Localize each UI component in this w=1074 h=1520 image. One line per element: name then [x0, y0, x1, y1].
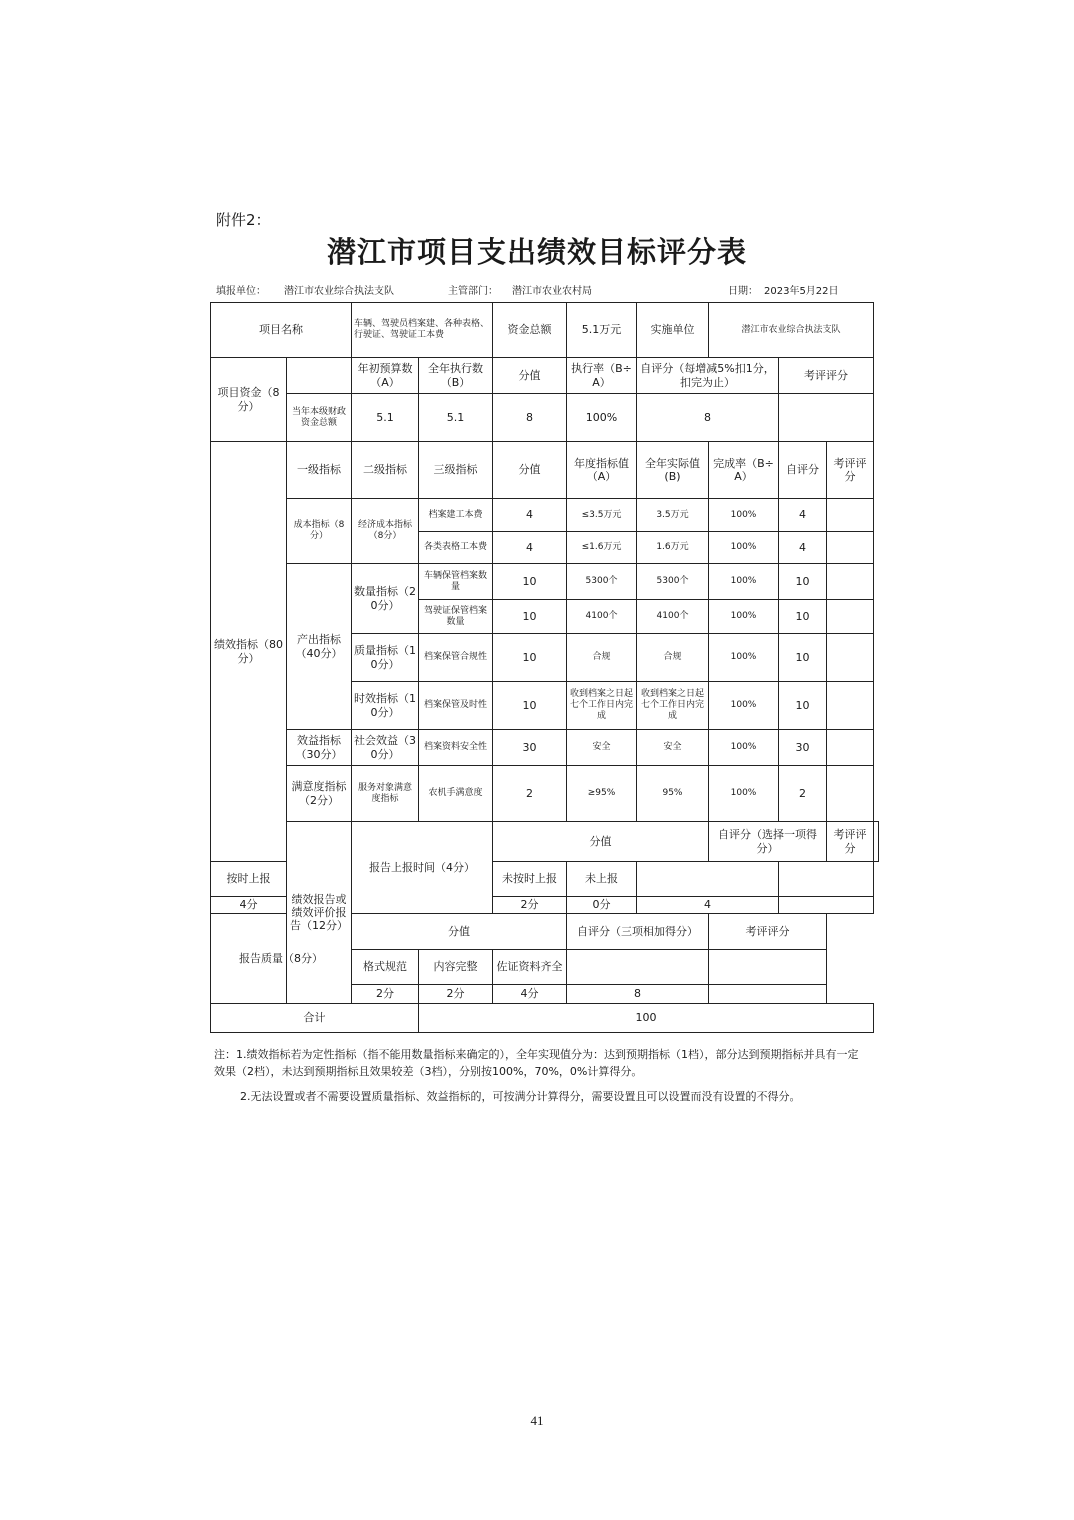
fill-unit: 潜江市农业综合执法支队	[284, 286, 394, 297]
funds-rate: 100%	[567, 394, 637, 442]
perf-target: 收到档案之日起七个工作日内完成	[567, 682, 637, 730]
funds-value-row	[211, 394, 879, 442]
report-content-value: 2分	[419, 985, 493, 1004]
perf-eval	[827, 499, 874, 532]
form-meta	[216, 282, 876, 296]
perf-l2-header: 二级指标	[352, 442, 419, 499]
perf-actual: 1.6万元	[637, 532, 709, 564]
report-quality-self-blank	[567, 950, 709, 985]
perf-eval-header: 考评评分	[827, 442, 874, 499]
perf-target: 合规	[567, 634, 637, 682]
report-time-blank	[874, 822, 879, 862]
perf-rate: 100%	[709, 682, 779, 730]
dept-label: 主管部门：	[448, 286, 498, 297]
perf-rate-header: 完成率（B÷A）	[709, 442, 779, 499]
perf-score: 10	[493, 682, 567, 730]
funds-row-label: 当年本级财政资金总额	[287, 394, 352, 442]
total-row	[211, 1004, 879, 1033]
perf-l3: 农机手满意度	[419, 766, 493, 822]
report-quality-score-header: 分值	[352, 914, 567, 950]
report-late-value: 2分	[493, 897, 567, 914]
date: 2023年5月22日	[764, 286, 839, 297]
total-funds: 5.1万元	[567, 303, 637, 358]
perf-rate: 100%	[709, 564, 779, 600]
report-time-label: 报告上报时间（4分）	[352, 822, 493, 914]
satisfaction-l1: 满意度指标（2分）	[287, 766, 352, 822]
report-time-header-row	[211, 822, 879, 862]
perf-target-header: 年度指标值（A）	[567, 442, 637, 499]
perf-eval	[827, 600, 874, 634]
perf-score-header: 分值	[493, 442, 567, 499]
perf-rate: 100%	[709, 532, 779, 564]
social-l2: 社会效益（30分）	[352, 730, 419, 766]
funds-self-header: 自评分（每增减5%扣1分，扣完为止）	[637, 358, 779, 394]
perf-self-header: 自评分	[779, 442, 827, 499]
score-table	[210, 302, 879, 1033]
report-evidence-label: 佐证资料齐全	[493, 950, 567, 985]
perf-actual: 安全	[637, 730, 709, 766]
report-none-label: 未上报	[567, 862, 637, 897]
time-l2: 时效指标（10分）	[352, 682, 419, 730]
perf-score: 4	[493, 532, 567, 564]
perf-row	[211, 766, 879, 822]
perf-target: ≤3.5万元	[567, 499, 637, 532]
report-format-label: 格式规范	[352, 950, 419, 985]
perf-eval	[827, 730, 874, 766]
funds-eval	[779, 394, 874, 442]
perf-actual: 收到档案之日起七个工作日内完成	[637, 682, 709, 730]
perf-l3: 档案保管及时性	[419, 682, 493, 730]
report-ontime-label: 按时上报	[211, 862, 287, 897]
funds-self: 8	[637, 394, 779, 442]
perf-row	[211, 730, 879, 766]
perf-target: ≤1.6万元	[567, 532, 637, 564]
total-funds-label: 资金总额	[493, 303, 567, 358]
report-evidence-value: 4分	[493, 985, 567, 1004]
dept: 潜江市农业农村局	[512, 286, 592, 297]
cost-l1: 成本指标（8分）	[287, 499, 352, 564]
funds-score: 8	[493, 394, 567, 442]
page-title: 潜江市项目支出绩效目标评分表	[326, 235, 747, 269]
report-time-eval	[779, 897, 874, 914]
note-1: 注：1.绩效指标若为定性指标（指不能用数量指标来确定的），全年实现值分为：达到预期指标（1档），部分达到预期指标并具有一定效果（2档），未达到预期指标且效果较差（3档），分别按100%，70%，0%计算得分。	[214, 1048, 859, 1078]
project-name: 车辆、驾驶员档案建、各种表格、行驶证、驾驶证工本费	[352, 303, 493, 358]
report-time-eval-blank	[779, 862, 874, 897]
perf-actual: 3.5万元	[637, 499, 709, 532]
perf-actual-header: 全年实际值(B)	[637, 442, 709, 499]
funds-exec: 5.1	[419, 394, 493, 442]
report-time-score-header: 分值	[493, 822, 709, 862]
perf-eval	[827, 634, 874, 682]
project-name-label: 项目名称	[211, 303, 352, 358]
page-number: 41	[530, 1413, 544, 1428]
perf-target: 4100个	[567, 600, 637, 634]
perf-rate: 100%	[709, 730, 779, 766]
perf-rate: 100%	[709, 634, 779, 682]
report-quality-eval	[709, 985, 827, 1004]
total-value: 100	[419, 1004, 874, 1033]
perf-self: 10	[779, 634, 827, 682]
perf-self: 2	[779, 766, 827, 822]
quality-l2: 质量指标（10分）	[352, 634, 419, 682]
perf-row	[211, 499, 879, 532]
perf-self: 10	[779, 682, 827, 730]
perf-l3: 各类表格工本费	[419, 532, 493, 564]
funds-rate-header: 执行率（B÷A）	[567, 358, 637, 394]
perf-rate: 100%	[709, 600, 779, 634]
perf-actual: 5300个	[637, 564, 709, 600]
report-quality-eval-blank	[709, 950, 827, 985]
funds-eval-header: 考评评分	[779, 358, 874, 394]
perf-target: 5300个	[567, 564, 637, 600]
report-time-self-blank	[637, 862, 779, 897]
report-quality-self-header: 自评分（三项相加得分）	[567, 914, 709, 950]
perf-score: 10	[493, 600, 567, 634]
perf-rate: 100%	[709, 499, 779, 532]
funds-budget-header: 年初预算数（A）	[352, 358, 419, 394]
report-content-label: 内容完整	[419, 950, 493, 985]
perf-actual: 4100个	[637, 600, 709, 634]
perf-actual: 合规	[637, 634, 709, 682]
perf-self: 10	[779, 564, 827, 600]
notes	[214, 1046, 864, 1105]
impl-unit: 潜江市农业综合执法支队	[709, 303, 874, 358]
perf-score: 4	[493, 499, 567, 532]
perf-actual: 95%	[637, 766, 709, 822]
perf-l3: 档案保管合规性	[419, 634, 493, 682]
perf-eval	[827, 766, 874, 822]
note-2: 2.无法设置或者不需要设置质量指标、效益指标的，可按满分计算得分，需要设置且可以设置而没有设置的不得分。	[240, 1090, 801, 1103]
report-time-self: 4	[637, 897, 779, 914]
perf-header-row	[211, 442, 879, 499]
perf-score: 30	[493, 730, 567, 766]
perf-row	[211, 564, 879, 600]
total-label: 合计	[211, 1004, 419, 1033]
attachment-label: 附件2：	[216, 211, 271, 229]
perf-l3: 车辆保管档案数量	[419, 564, 493, 600]
report-time-eval-header: 考评评分	[827, 822, 874, 862]
output-l1: 产出指标（40分）	[287, 564, 352, 730]
report-late-label: 未按时上报	[493, 862, 567, 897]
perf-l1-header: 一级指标	[287, 442, 352, 499]
qty-l2: 数量指标（20分）	[352, 564, 419, 634]
perf-self: 10	[779, 600, 827, 634]
funds-budget: 5.1	[352, 394, 419, 442]
report-quality-label: 报告质量（8分）	[211, 914, 352, 1004]
perf-score: 10	[493, 564, 567, 600]
perf-section-label: 绩效指标（80分）	[211, 442, 287, 862]
report-ontime-value: 4分	[211, 897, 287, 914]
report-quality-self: 8	[567, 985, 709, 1004]
funds-score-header: 分值	[493, 358, 567, 394]
project-info-row	[211, 303, 879, 358]
perf-target: 安全	[567, 730, 637, 766]
funds-exec-header: 全年执行数（B）	[419, 358, 493, 394]
perf-self: 30	[779, 730, 827, 766]
cost-l2: 经济成本指标（8分）	[352, 499, 419, 564]
report-time-self-header: 自评分（选择一项得分）	[709, 822, 827, 862]
perf-l3: 档案建工本费	[419, 499, 493, 532]
benefit-l1: 效益指标（30分）	[287, 730, 352, 766]
fill-unit-label: 填报单位：	[216, 286, 266, 297]
perf-eval	[827, 682, 874, 730]
funds-blank-cell	[287, 358, 352, 394]
perf-rate: 100%	[709, 766, 779, 822]
report-section-label: 绩效报告或绩效评价报告（12分）	[287, 822, 352, 1004]
perf-self: 4	[779, 499, 827, 532]
perf-target: ≥95%	[567, 766, 637, 822]
perf-eval	[827, 532, 874, 564]
funds-header-row	[211, 358, 879, 394]
report-format-value: 2分	[352, 985, 419, 1004]
report-none-value: 0分	[567, 897, 637, 914]
perf-score: 10	[493, 634, 567, 682]
perf-l3-header: 三级指标	[419, 442, 493, 499]
perf-l3: 驾驶证保管档案数量	[419, 600, 493, 634]
impl-unit-label: 实施单位	[637, 303, 709, 358]
satisfaction-l2: 服务对象满意度指标	[352, 766, 419, 822]
perf-eval	[827, 564, 874, 600]
funds-section-label: 项目资金（8分）	[211, 358, 287, 442]
report-quality-eval-header: 考评评分	[709, 914, 827, 950]
date-label: 日期：	[728, 286, 758, 297]
perf-self: 4	[779, 532, 827, 564]
perf-score: 2	[493, 766, 567, 822]
perf-l3: 档案资料安全性	[419, 730, 493, 766]
